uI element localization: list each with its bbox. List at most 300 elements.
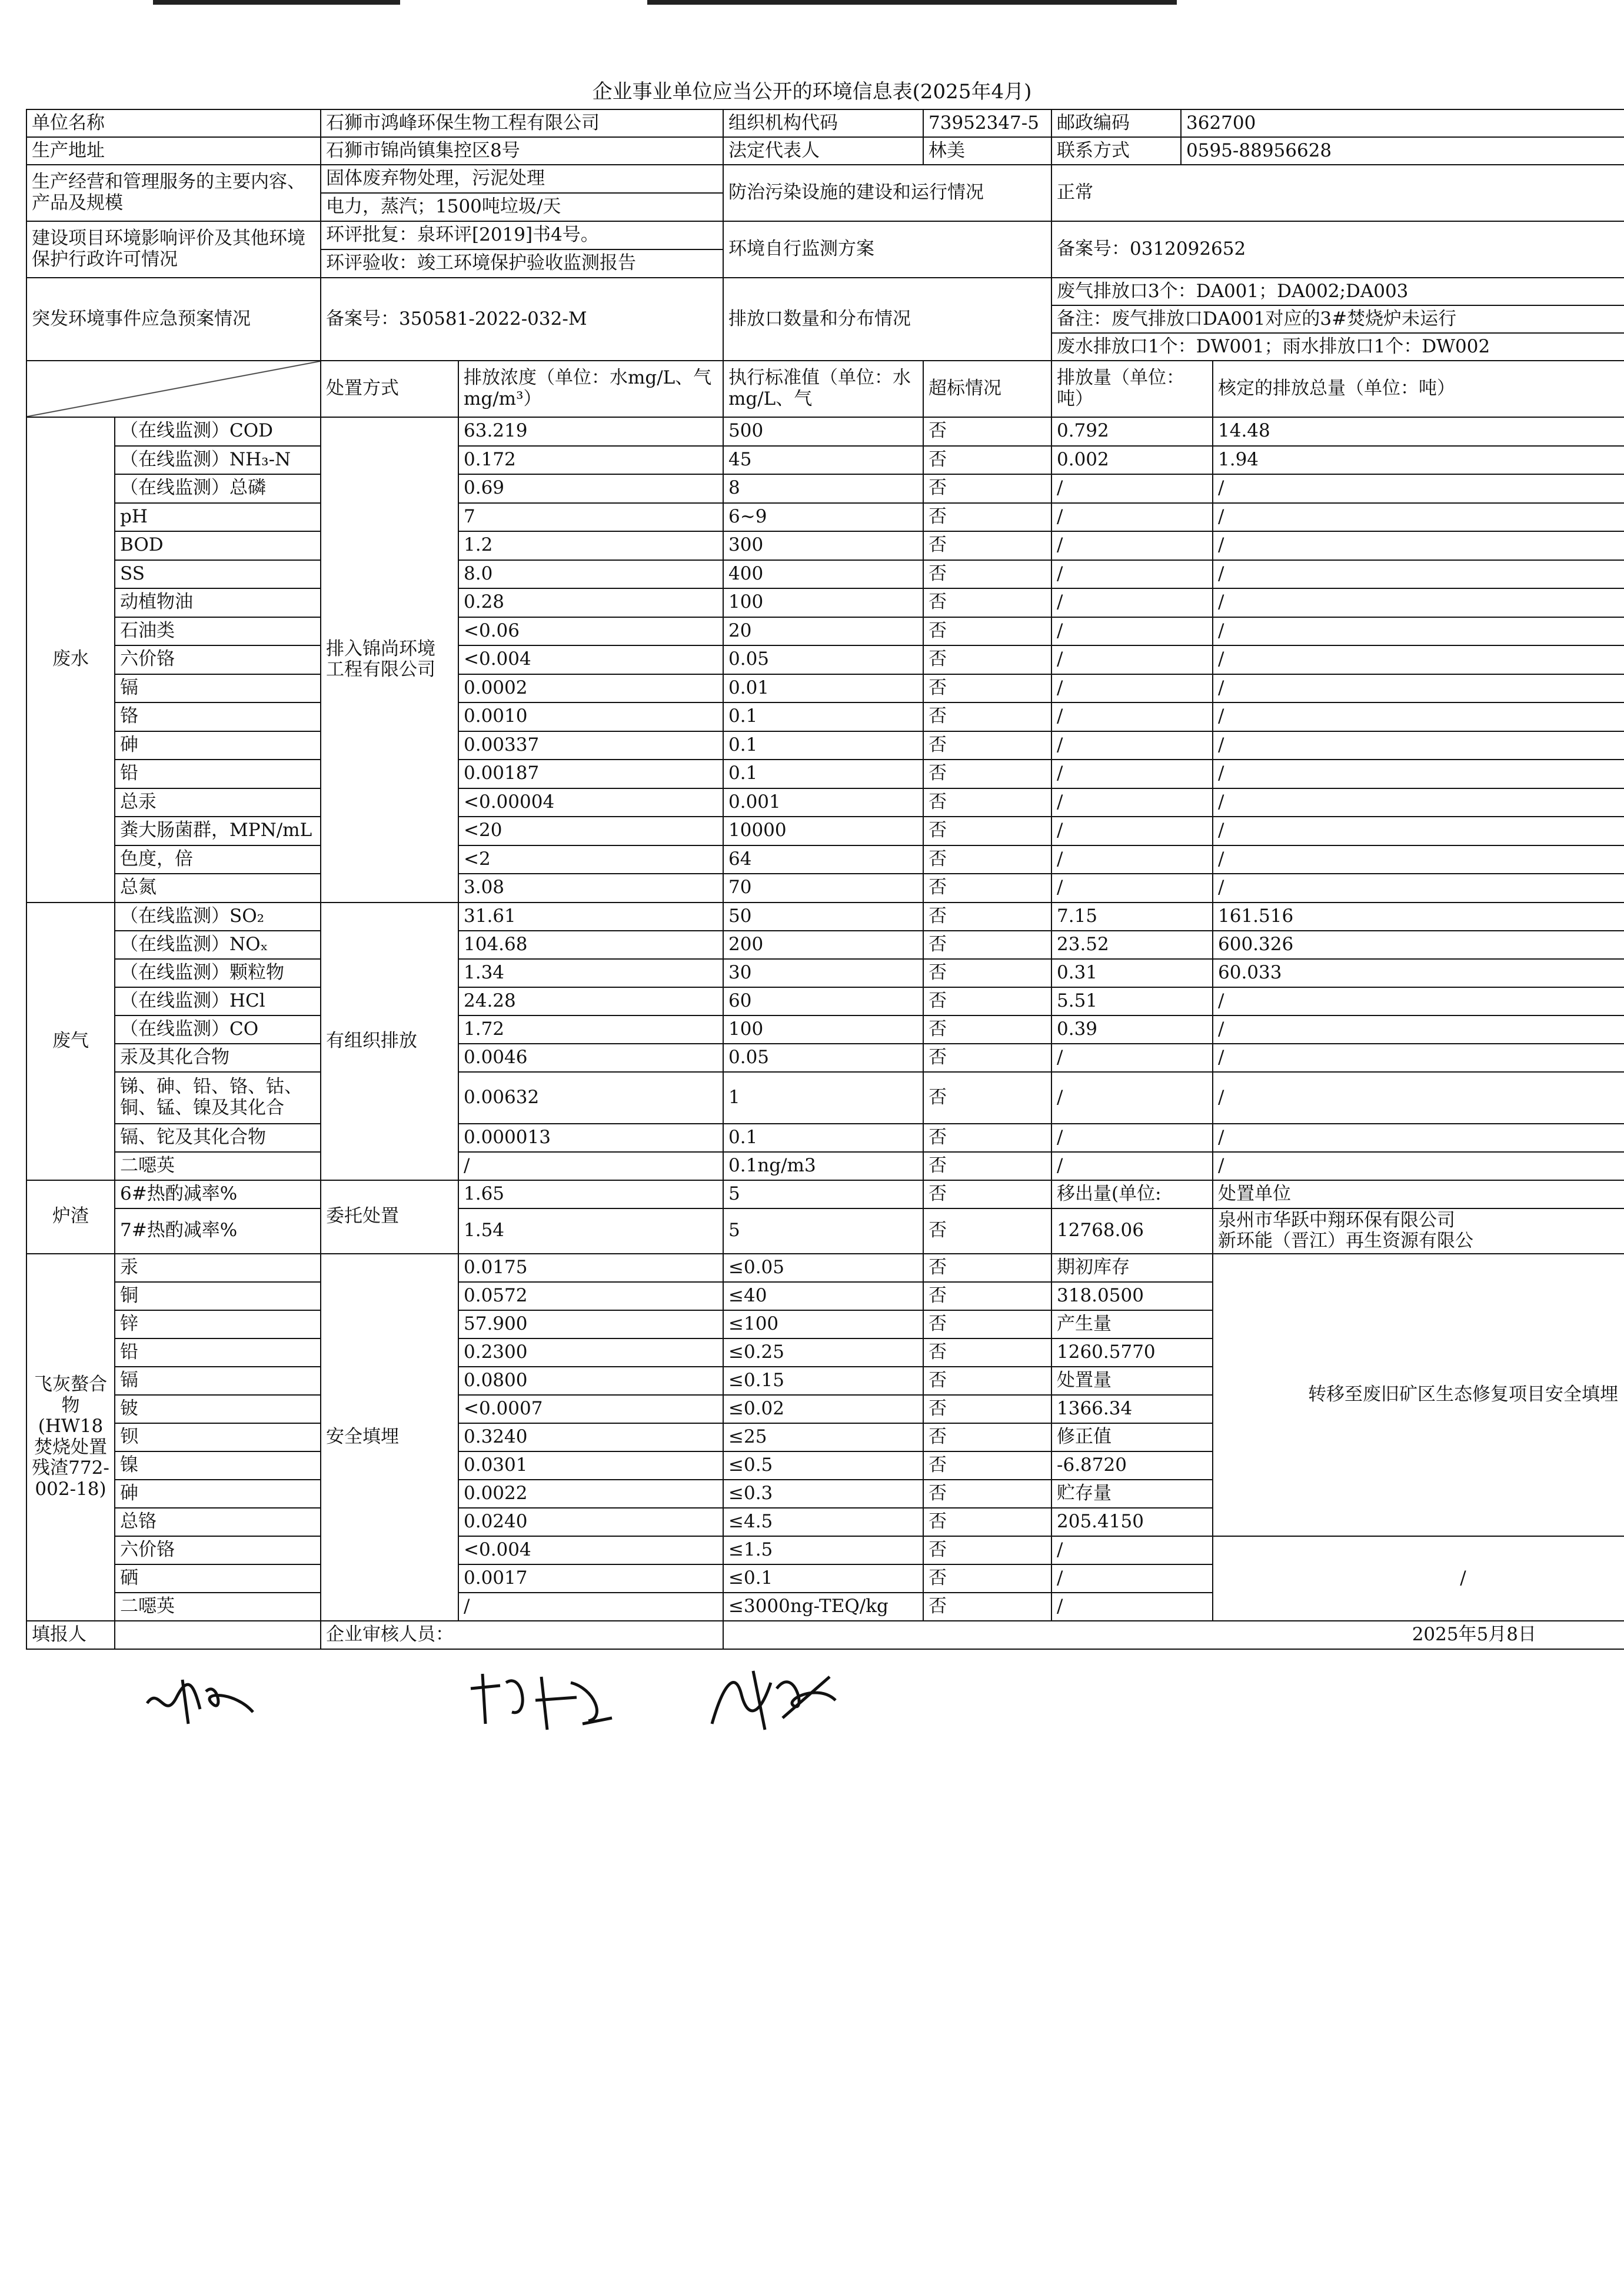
- emission-amount: /: [1051, 1044, 1213, 1072]
- emergency-label: 突发环境事件应急预案情况: [26, 278, 321, 361]
- standard-value: 0.05: [723, 1044, 923, 1072]
- concentration-value: <2: [458, 845, 723, 874]
- exceed-status: 否: [923, 417, 1051, 446]
- wastewater-row: [26, 760, 1624, 788]
- approved-total: /: [1213, 874, 1624, 903]
- standard-value: ≤100: [723, 1310, 923, 1338]
- flyash-category: 飞灰螯合物(HW18焚烧处置残渣772-002-18): [26, 1254, 115, 1621]
- concentration-value: 1.65: [458, 1180, 723, 1208]
- wastewater-row: [26, 417, 1624, 446]
- standard-value: 10000: [723, 817, 923, 845]
- exceed-status: 否: [923, 531, 1051, 560]
- pollutant-name: 铅: [115, 1338, 321, 1367]
- concentration-value: 0.0175: [458, 1254, 723, 1282]
- standard-value: 0.001: [723, 788, 923, 817]
- approved-total: 161.516: [1213, 903, 1624, 931]
- concentration-value: 1.34: [458, 959, 723, 987]
- standard-value: 100: [723, 588, 923, 617]
- pollutant-name: 二噁英: [115, 1593, 321, 1621]
- exceed-status: 否: [923, 987, 1051, 1015]
- approved-total: /: [1213, 702, 1624, 731]
- concentration-value: <0.0007: [458, 1395, 723, 1423]
- address: 石狮市锦尚镇集控区8号: [321, 137, 723, 165]
- exceed-status: 否: [923, 474, 1051, 503]
- concentration-value: 0.28: [458, 588, 723, 617]
- exceed-status: 否: [923, 1508, 1051, 1536]
- concentration-value: 0.0010: [458, 702, 723, 731]
- pollutant-name: 铬: [115, 702, 321, 731]
- emission-amount: 移出量(单位:: [1051, 1180, 1213, 1208]
- flyash-disposal: 转移至废旧矿区生态修复项目安全填埋: [1213, 1254, 1624, 1536]
- approved-total: /: [1213, 674, 1624, 703]
- header-diagonal: [26, 361, 321, 417]
- wastewater-row: [26, 845, 1624, 874]
- wastewater-row: [26, 788, 1624, 817]
- pollutant-name: BOD: [115, 531, 321, 560]
- wastewater-row: [26, 617, 1624, 646]
- wastewater-treatment: 排入锦尚环境工程有限公司: [321, 417, 458, 903]
- flyash-treatment: 安全填埋: [321, 1254, 458, 1621]
- standard-value: 500: [723, 417, 923, 446]
- footer-section: [26, 1621, 1624, 1649]
- exceed-status: 否: [923, 788, 1051, 817]
- standard-value: 0.1: [723, 702, 923, 731]
- exhaust-row: [26, 1072, 1624, 1124]
- exhaust-row: [26, 931, 1624, 959]
- flyash-row: [26, 1254, 1624, 1282]
- standard-value: ≤0.15: [723, 1367, 923, 1395]
- standard-value: ≤4.5: [723, 1508, 923, 1536]
- approved-total: /: [1213, 645, 1624, 674]
- concentration-value: <0.004: [458, 1536, 723, 1564]
- header-treatment: 处置方式: [321, 361, 458, 417]
- standard-value: 300: [723, 531, 923, 560]
- exceed-status: 否: [923, 1124, 1051, 1152]
- approved-total: 1.94: [1213, 446, 1624, 475]
- unit-name: 石狮市鸿峰环保生物工程有限公司: [321, 109, 723, 137]
- filler-signature-cell: [115, 1621, 321, 1649]
- pollutant-name: （在线监测）NH₃-N: [115, 446, 321, 475]
- exceed-status: 否: [923, 617, 1051, 646]
- standard-value: 0.1: [723, 1124, 923, 1152]
- business-line-2: 电力，蒸汽；1500吨垃圾/天: [321, 193, 723, 221]
- exceed-status: 否: [923, 1536, 1051, 1564]
- pollutant-name: 7#热酌减率%: [115, 1208, 321, 1254]
- wastewater-row: [26, 588, 1624, 617]
- standard-value: ≤3000ng-TEQ/kg: [723, 1593, 923, 1621]
- disposal-units: 泉州市华跃中翔环保有限公司 新环能（晋江）再生资源有限公: [1213, 1208, 1624, 1254]
- concentration-value: 63.219: [458, 417, 723, 446]
- pollutant-name: pH: [115, 503, 321, 532]
- pollutant-name: 六价铬: [115, 1536, 321, 1564]
- contact-label: 联系方式: [1051, 137, 1181, 165]
- standard-value: ≤40: [723, 1282, 923, 1310]
- emergency-value: 备案号：350581-2022-032-M: [321, 278, 723, 361]
- standard-value: 50: [723, 903, 923, 931]
- exceed-status: 否: [923, 845, 1051, 874]
- exceed-status: 否: [923, 702, 1051, 731]
- approved-total: /: [1213, 788, 1624, 817]
- concentration-value: 0.0301: [458, 1451, 723, 1480]
- concentration-value: 0.172: [458, 446, 723, 475]
- emission-amount: /: [1051, 503, 1213, 532]
- org-code: 73952347-5: [923, 109, 1051, 137]
- pollutant-name: 镉、铊及其化合物: [115, 1124, 321, 1152]
- wastewater-row: [26, 702, 1624, 731]
- pollutant-name: （在线监测）CO: [115, 1015, 321, 1044]
- slag-category: 炉渣: [26, 1180, 115, 1254]
- standard-value: ≤0.5: [723, 1451, 923, 1480]
- standard-value: 1: [723, 1072, 923, 1124]
- approved-total: /: [1213, 588, 1624, 617]
- wastewater-row: [26, 731, 1624, 760]
- exhaust-row: [26, 1124, 1624, 1152]
- slag-treatment: 委托处置: [321, 1180, 458, 1254]
- emission-amount: 0.31: [1051, 959, 1213, 987]
- pollutant-name: （在线监测）NOₓ: [115, 931, 321, 959]
- report-date: 2025年5月8日: [723, 1621, 1624, 1649]
- emission-amount: /: [1051, 1124, 1213, 1152]
- exceed-status: 否: [923, 1338, 1051, 1367]
- standard-value: ≤0.1: [723, 1564, 923, 1593]
- pollutant-name: 硒: [115, 1564, 321, 1593]
- approved-total: 60.033: [1213, 959, 1624, 987]
- concentration-value: 1.72: [458, 1015, 723, 1044]
- pollutant-name: 石油类: [115, 617, 321, 646]
- wastewater-row: [26, 817, 1624, 845]
- pollutant-name: （在线监测）COD: [115, 417, 321, 446]
- exceed-status: 否: [923, 1564, 1051, 1593]
- exhaust-row: [26, 987, 1624, 1015]
- pollutant-name: 总汞: [115, 788, 321, 817]
- standard-value: 0.1: [723, 760, 923, 788]
- pollutant-name: 六价铬: [115, 645, 321, 674]
- wastewater-row: [26, 503, 1624, 532]
- business-label: 生产经营和管理服务的主要内容、产品及规模: [26, 165, 321, 221]
- pollutant-name: 锌: [115, 1310, 321, 1338]
- approved-total: /: [1213, 617, 1624, 646]
- pollutant-name: 铅: [115, 760, 321, 788]
- emission-amount: -6.8720: [1051, 1451, 1213, 1480]
- concentration-value: 1.54: [458, 1208, 723, 1254]
- pollutant-name: 粪大肠菌群，MPN/mL: [115, 817, 321, 845]
- emission-amount: /: [1051, 645, 1213, 674]
- pollutant-name: 二噁英: [115, 1152, 321, 1180]
- concentration-value: <0.00004: [458, 788, 723, 817]
- flyash-row: [26, 1536, 1624, 1564]
- exceed-status: 否: [923, 959, 1051, 987]
- header-approved-total: 核定的排放总量（单位：吨）: [1213, 361, 1624, 417]
- standard-value: ≤0.25: [723, 1338, 923, 1367]
- exceed-status: 否: [923, 588, 1051, 617]
- concentration-value: 24.28: [458, 987, 723, 1015]
- emission-amount: 修正值: [1051, 1423, 1213, 1451]
- exceed-status: 否: [923, 1180, 1051, 1208]
- emission-amount: 318.0500: [1051, 1282, 1213, 1310]
- legal-rep: 林美: [923, 137, 1051, 165]
- emission-amount: 23.52: [1051, 931, 1213, 959]
- concentration-value: 31.61: [458, 903, 723, 931]
- standard-value: 64: [723, 845, 923, 874]
- pollutant-name: 镉: [115, 1367, 321, 1395]
- emission-amount: /: [1051, 845, 1213, 874]
- address-label: 生产地址: [26, 137, 321, 165]
- reviewer-label: 企业审核人员：: [321, 1621, 723, 1649]
- exceed-status: 否: [923, 645, 1051, 674]
- exceed-status: 否: [923, 1072, 1051, 1124]
- approved-total: /: [1213, 1044, 1624, 1072]
- emission-amount: 期初库存: [1051, 1254, 1213, 1282]
- standard-value: 30: [723, 959, 923, 987]
- document-title: 企业事业单位应当公开的环境信息表(2025年4月): [592, 80, 1032, 104]
- pollutant-name: 总铬: [115, 1508, 321, 1536]
- concentration-value: 3.08: [458, 874, 723, 903]
- exceed-status: 否: [923, 1423, 1051, 1451]
- exhaust-row: [26, 959, 1624, 987]
- pollutant-name: 镍: [115, 1451, 321, 1480]
- standard-value: ≤25: [723, 1423, 923, 1451]
- exceed-status: 否: [923, 1015, 1051, 1044]
- concentration-value: /: [458, 1593, 723, 1621]
- emission-amount: 12768.06: [1051, 1208, 1213, 1254]
- wastewater-row: [26, 531, 1624, 560]
- outlets-label: 排放口数量和分布情况: [723, 278, 1051, 361]
- emission-amount: /: [1051, 731, 1213, 760]
- eia-line-1: 环评批复：泉环评[2019]书4号。: [321, 221, 723, 249]
- pollutant-name: （在线监测）SO₂: [115, 903, 321, 931]
- self-monitor-value: 备案号：0312092652: [1051, 221, 1624, 278]
- concentration-value: <0.004: [458, 645, 723, 674]
- standard-value: 100: [723, 1015, 923, 1044]
- exhaust-row: [26, 903, 1624, 931]
- disposal-unit-2: 新环能（晋江）再生资源有限公: [1218, 1230, 1473, 1252]
- emission-amount: /: [1051, 702, 1213, 731]
- exhaust-row: [26, 1152, 1624, 1180]
- concentration-value: <20: [458, 817, 723, 845]
- concentration-value: 0.0046: [458, 1044, 723, 1072]
- scan-edge-mark: [647, 0, 1177, 5]
- pollutant-name: （在线监测）HCl: [115, 987, 321, 1015]
- concentration-value: 8.0: [458, 560, 723, 589]
- wastewater-row: [26, 674, 1624, 703]
- approved-total: /: [1213, 1152, 1624, 1180]
- exhaust-category: 废气: [26, 903, 115, 1180]
- emission-amount: /: [1051, 1536, 1213, 1564]
- standard-value: 8: [723, 474, 923, 503]
- exceed-status: 否: [923, 817, 1051, 845]
- filler-signature: [141, 1668, 259, 1733]
- exceed-status: 否: [923, 1593, 1051, 1621]
- exceed-status: 否: [923, 731, 1051, 760]
- approved-total: /: [1213, 560, 1624, 589]
- exceed-status: 否: [923, 1152, 1051, 1180]
- environment-info-table: [26, 109, 1624, 1650]
- exceed-status: 否: [923, 1254, 1051, 1282]
- eia-line-2: 环评验收：竣工环境保护验收监测报告: [321, 249, 723, 278]
- emission-amount: /: [1051, 588, 1213, 617]
- concentration-value: 0.00337: [458, 731, 723, 760]
- approved-total: /: [1213, 845, 1624, 874]
- emission-amount: 7.15: [1051, 903, 1213, 931]
- emission-amount: /: [1051, 1593, 1213, 1621]
- standard-value: ≤0.05: [723, 1254, 923, 1282]
- concentration-value: /: [458, 1152, 723, 1180]
- exceed-status: 否: [923, 446, 1051, 475]
- emission-amount: /: [1051, 874, 1213, 903]
- concentration-value: 0.3240: [458, 1423, 723, 1451]
- emission-amount: /: [1051, 760, 1213, 788]
- emission-amount: /: [1051, 788, 1213, 817]
- standard-value: 6~9: [723, 503, 923, 532]
- standard-value: ≤1.5: [723, 1536, 923, 1564]
- wastewater-row: [26, 446, 1624, 475]
- outlets-line-3: 废水排放口1个：DW001；雨水排放口1个：DW002: [1051, 333, 1624, 361]
- exceed-status: 否: [923, 503, 1051, 532]
- exhaust-treatment: 有组织排放: [321, 903, 458, 1180]
- pollutant-name: 总氮: [115, 874, 321, 903]
- concentration-value: 1.2: [458, 531, 723, 560]
- standard-value: 70: [723, 874, 923, 903]
- exhaust-section: [26, 903, 1624, 1180]
- emission-amount: 产生量: [1051, 1310, 1213, 1338]
- pollutant-name: 汞及其化合物: [115, 1044, 321, 1072]
- wastewater-row: [26, 560, 1624, 589]
- concentration-value: 0.00187: [458, 760, 723, 788]
- pollutant-name: 动植物油: [115, 588, 321, 617]
- header-concentration: 排放浓度（单位：水mg/L、气mg/m³）: [458, 361, 723, 417]
- slag-row: [26, 1208, 1624, 1254]
- filler-label: 填报人: [26, 1621, 115, 1649]
- exceed-status: 否: [923, 1395, 1051, 1423]
- concentration-value: 0.2300: [458, 1338, 723, 1367]
- approver-signature: [700, 1659, 841, 1736]
- pollution-control-label: 防治污染设施的建设和运行情况: [723, 165, 1051, 221]
- approved-total: /: [1213, 1124, 1624, 1152]
- unit-name-label: 单位名称: [26, 109, 321, 137]
- emission-amount: /: [1051, 1564, 1213, 1593]
- exceed-status: 否: [923, 560, 1051, 589]
- wastewater-row: [26, 474, 1624, 503]
- emission-amount: /: [1051, 1152, 1213, 1180]
- approved-total: /: [1213, 760, 1624, 788]
- exceed-status: 否: [923, 760, 1051, 788]
- exceed-status: 否: [923, 874, 1051, 903]
- emission-amount: 1260.5770: [1051, 1338, 1213, 1367]
- wastewater-row: [26, 874, 1624, 903]
- outlets-line-2: 备注：废气排放口DA001对应的3#焚烧炉未运行: [1051, 305, 1624, 333]
- emission-amount: /: [1051, 674, 1213, 703]
- postal-label: 邮政编码: [1051, 109, 1181, 137]
- standard-value: 45: [723, 446, 923, 475]
- flyash-disposal-blank: /: [1213, 1536, 1624, 1621]
- approved-total: /: [1213, 731, 1624, 760]
- emission-amount: 处置量: [1051, 1367, 1213, 1395]
- outlets-line-1: 废气排放口3个：DA001；DA002;DA003: [1051, 278, 1624, 305]
- approved-total: /: [1213, 1015, 1624, 1044]
- emission-amount: 0.002: [1051, 446, 1213, 475]
- approved-total: /: [1213, 503, 1624, 532]
- exceed-status: 否: [923, 931, 1051, 959]
- exceed-status: 否: [923, 1367, 1051, 1395]
- approved-total: /: [1213, 531, 1624, 560]
- concentration-value: 0.0022: [458, 1480, 723, 1508]
- pollutant-name: 钡: [115, 1423, 321, 1451]
- standard-value: 0.1: [723, 731, 923, 760]
- exhaust-row: [26, 1015, 1624, 1044]
- wastewater-section: [26, 417, 1624, 903]
- pollutant-name: SS: [115, 560, 321, 589]
- concentration-value: 0.0572: [458, 1282, 723, 1310]
- pollutant-name: （在线监测）颗粒物: [115, 959, 321, 987]
- concentration-value: 57.900: [458, 1310, 723, 1338]
- standard-value: 60: [723, 987, 923, 1015]
- header-amount: 排放量（单位：吨）: [1051, 361, 1213, 417]
- emission-amount: 贮存量: [1051, 1480, 1213, 1508]
- concentration-value: 0.000013: [458, 1124, 723, 1152]
- exceed-status: 否: [923, 1044, 1051, 1072]
- postal-code: 362700: [1181, 109, 1624, 137]
- emission-amount: 1366.34: [1051, 1395, 1213, 1423]
- approved-total: /: [1213, 987, 1624, 1015]
- exceed-status: 否: [923, 903, 1051, 931]
- pollutant-name: 砷: [115, 731, 321, 760]
- standard-value: 0.01: [723, 674, 923, 703]
- standard-value: 0.1ng/m3: [723, 1152, 923, 1180]
- concentration-value: 104.68: [458, 931, 723, 959]
- concentration-value: 0.0800: [458, 1367, 723, 1395]
- exhaust-row: [26, 1044, 1624, 1072]
- org-code-label: 组织机构代码: [723, 109, 923, 137]
- standard-value: 20: [723, 617, 923, 646]
- standard-value: 5: [723, 1180, 923, 1208]
- pollutant-name: 锑、砷、铅、铬、钴、铜、锰、镍及其化合: [115, 1072, 321, 1124]
- emission-amount: /: [1051, 1072, 1213, 1124]
- exceed-status: 否: [923, 1480, 1051, 1508]
- standard-value: 5: [723, 1208, 923, 1254]
- approved-total: 600.326: [1213, 931, 1624, 959]
- emission-amount: /: [1051, 617, 1213, 646]
- approved-total: /: [1213, 474, 1624, 503]
- concentration-value: <0.06: [458, 617, 723, 646]
- basic-info: [26, 109, 1624, 417]
- scan-edge-mark: [153, 0, 400, 5]
- pollution-control-value: 正常: [1051, 165, 1624, 221]
- wastewater-category: 废水: [26, 417, 115, 903]
- header-standard: 执行标准值（单位：水mg/L、气: [723, 361, 923, 417]
- pollutant-name: 砷: [115, 1480, 321, 1508]
- emission-amount: /: [1051, 817, 1213, 845]
- emission-amount: 0.792: [1051, 417, 1213, 446]
- standard-value: 0.05: [723, 645, 923, 674]
- approved-total: 处置单位: [1213, 1180, 1624, 1208]
- concentration-value: 0.0002: [458, 674, 723, 703]
- header-exceed: 超标情况: [923, 361, 1051, 417]
- standard-value: ≤0.3: [723, 1480, 923, 1508]
- standard-value: 400: [723, 560, 923, 589]
- slag-row: [26, 1180, 1624, 1208]
- flyash-section: [26, 1254, 1624, 1621]
- business-line-1: 固体废弃物处理，污泥处理: [321, 165, 723, 193]
- legal-rep-label: 法定代表人: [723, 137, 923, 165]
- self-monitor-label: 环境自行监测方案: [723, 221, 1051, 278]
- pollutant-name: 铍: [115, 1395, 321, 1423]
- approved-total: 14.48: [1213, 417, 1624, 446]
- pollutant-name: （在线监测）总磷: [115, 474, 321, 503]
- emission-amount: 0.39: [1051, 1015, 1213, 1044]
- eia-label: 建设项目环境影响评价及其他环境保护行政许可情况: [26, 221, 321, 278]
- exceed-status: 否: [923, 1282, 1051, 1310]
- pollutant-name: 镉: [115, 674, 321, 703]
